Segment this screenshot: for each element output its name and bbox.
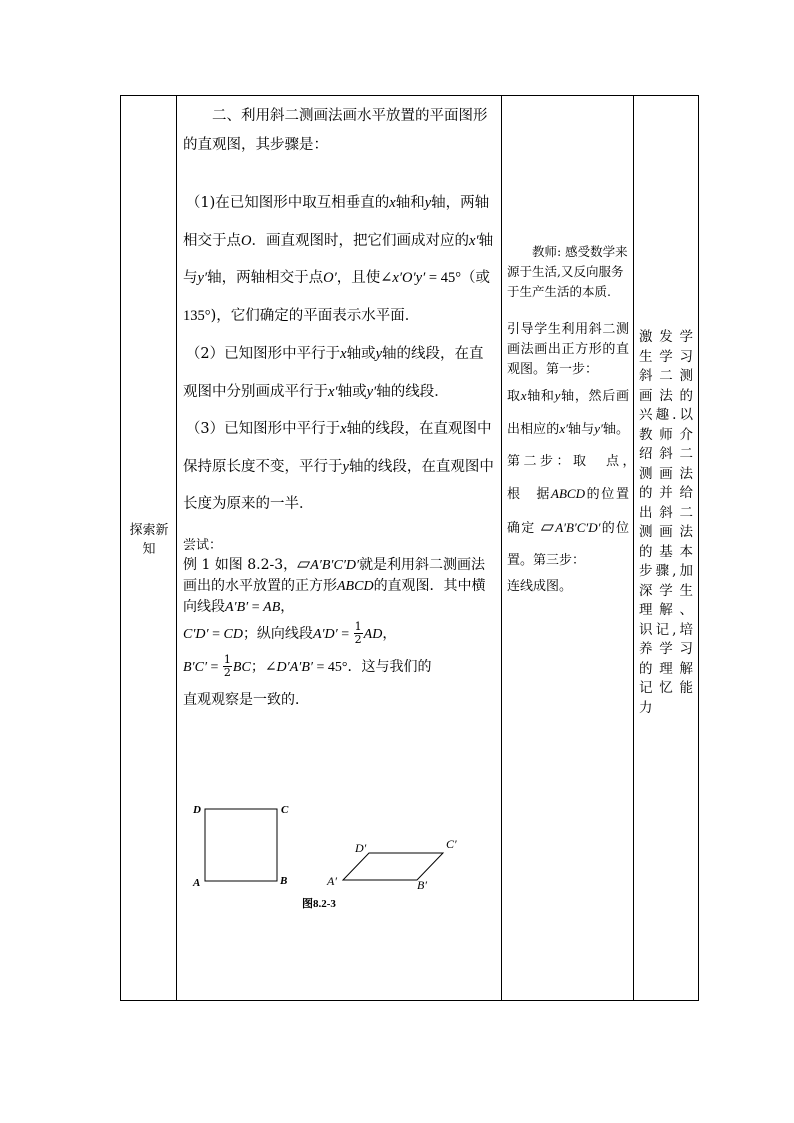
label-d: D [193,804,201,816]
example-1-cont: C′D′ = CD；纵向线段A′D′ = $\frac{1}{2}$ AD， B′C′ = $\frac{1}{2}$ BC；∠D′A′B′ = 45°．这与我们的 直观观察是一致的． [183,620,432,708]
column-divider [176,96,177,1000]
try-label: 尝试： [183,537,223,553]
teacher-guide: 引导学生利用斜二测画法画出正方形的直观图。第一步： 取x轴和y轴，然后画出相应的x′轴与y′轴。第二步：取 点， 根 据ABCD的位置确定 ▱A′B′C′D′的位置。第三步： 连线成图。 [507,322,643,594]
figure-8-2-3 [181,796,501,921]
label-c-prime: C′ [446,837,457,851]
parallelogram-a1b1c1d1 [343,853,443,880]
figure-caption: 图8.2-3 [302,898,336,910]
teacher-activity [507,242,643,597]
label-a: A [193,877,201,889]
step-2: （2）已知图形中平行于x轴或y轴的线段，在直观图中分别画成平行于x′轴或y′轴的线段． [183,346,484,400]
column-divider [501,96,502,1000]
row-label: 探索新知 [129,523,169,557]
label-c: C [281,804,289,816]
label-d-prime: D′ [355,841,367,855]
step-1: （1)在已知图形中取互相垂直的x轴和y轴，两轴相交于点O．画直观图时，把它们画成对应的x′轴与y′轴，两轴相交于点O′，且使∠x′O′y′ = 45°（或135°)，它们确定的平面表示水平面． [183,195,494,324]
teacher-intro: 教师: 感受数学来源于生活,又反向服务于生产生活的本质. [507,244,628,299]
step-3: （3）已知图形中平行于x轴的线段，在直观图中保持原长度不变，平行于y轴的线段，在直观图中长度为原来的一半． [183,421,494,512]
column-divider [633,96,634,1000]
example-1: 例 1 如图 8.2-3，▱A′B′C′D′就是利用斜二测画法画出的水平放置的正方形ABCD的直观图．其中横向线段A′B′ = AB， [183,553,486,615]
label-b: B [280,875,288,887]
main-content [183,102,495,717]
label-a-prime: A′ [327,874,337,888]
section-title: 二、利用斜二测画法画水平放置的平面图形的直观图，其步骤是： [183,108,488,153]
label-b-prime: B′ [417,878,427,892]
teaching-goal: 激发学生学习斜二测画法的兴趣.以教师介绍斜二测画法的并给出斜二测画法的基本步骤,加深学生理解、识记,培养学习的理解记忆能力 [639,329,694,716]
lesson-table [120,95,699,1001]
square-abcd [205,809,277,881]
